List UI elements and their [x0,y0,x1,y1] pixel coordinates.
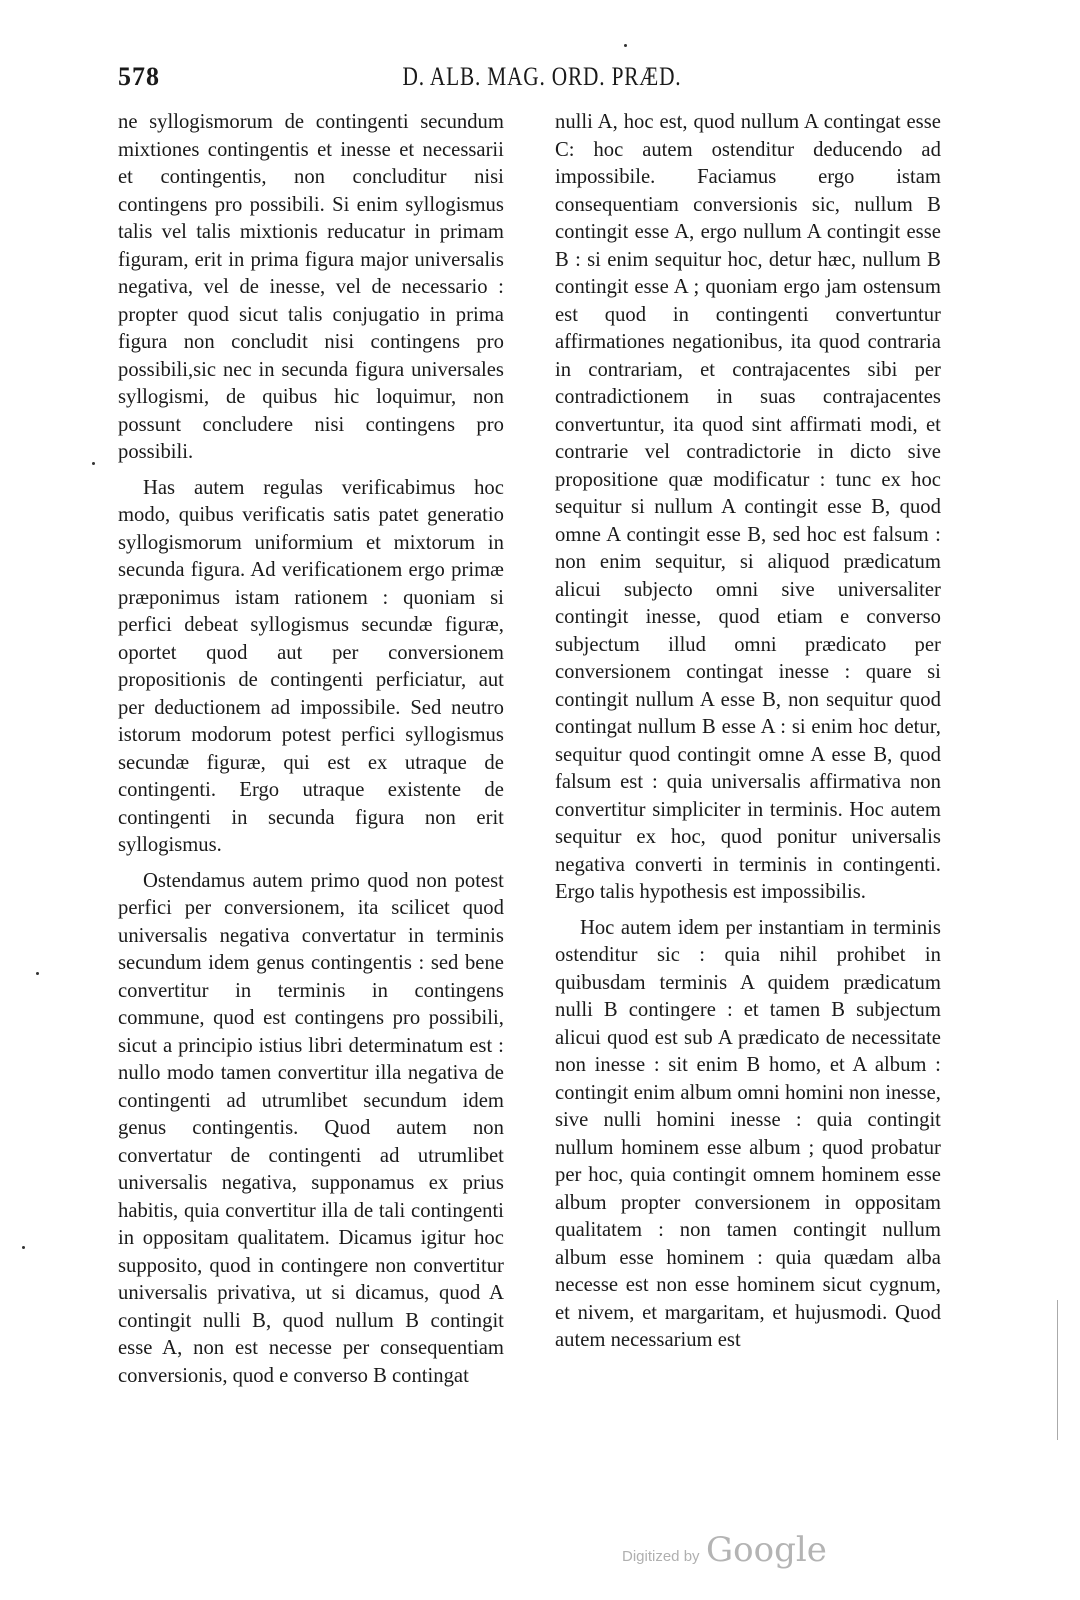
margin-mark [22,1246,25,1249]
margin-mark [624,44,627,47]
page-number: 578 [118,62,160,91]
paragraph: Ostendamus autem primo quod non potest perfici per conversionem, ita scilicet quod universalis negativa convertatur in terminis secundum idem genus contingentis : sed bene convertitur in terminis in contingens commune, quod est contingens pro possibili, sicut a principio istius libri determinatum est : nullo modo tamen convertitur illa negativa de contingenti ad utrumlibet secundum idem genus contingentis. Quod autem non convertatur de contingenti ad utrumlibet universalis negativa, supponamus ex prius habitis, quia convertitur illa de tali contingenti in oppositam qualitatem. Dicamus igitur hoc supposito, quod in contingere non convertitur universalis privativa, ut si dicamus, quod A contingit nulli B, quod nullum B contingit esse A, non est necesse per consequentiam conversionis, quod e converso B contingat [118,867,504,1387]
watermark-prefix: Digitized by [622,1548,700,1565]
margin-mark [92,462,95,465]
digitizer-watermark [622,1530,842,1574]
page-header [118,62,966,102]
paragraph: nulli A, hoc est, quod nullum A contingat esse C: hoc autem ostenditur deducendo ad impossibile. Faciamus ergo istam consequentiam conversionis sic, nullum B contingit esse A, ergo nullum A contingit esse B : si enim sequitur hoc, detur hæc, nullum B contingit esse A ; quoniam ergo jam ostensum est quod in contingenti convertuntur affirmationes negationibus, ita quod contraria in contrariam, et contrajacentes sibi per contradictionem in suas contrajacentes convertuntur, ita quod sint affirmati modi, et contrarie vel contradictorie in dicto sive propositione quæ modificatur : tunc ex hoc sequitur si nullum A contingit esse B, quod omne A contingit esse B, sed hoc est falsum : non enim sequitur, si aliquod prædicatum alicui subjecto omni sive universaliter contingit inesse, quod etiam e converso subjectum illud omni prædicato per conversionem contingat inesse : quare si contingit nullum A esse B, non sequitur quod contingat nullum B esse A : si enim hoc detur, sequitur quod contingit omne A esse B, quod falsum est : quia universalis affirmativa non convertitur simpliciter in terminis. Hoc autem sequitur ex hoc, quod ponitur universalis negativa converti in terminis in contingenti. Ergo talis hypothesis est impossibilis. [555,109,941,903]
margin-mark [36,972,39,975]
left-column [118,108,504,1397]
watermark-logo: Google [706,1530,827,1570]
page-edge [1057,1300,1058,1440]
right-column [555,108,941,1362]
paragraph: ne syllogismorum de contingenti secundum mixtiones contingentis et inesse et necessarii et contingentis, non concluditur nisi contingens pro possibili. Si enim syllogismus talis vel talis mixtionis reducatur in primam figuram, erit in prima figura major universalis negativa, vel de inesse, vel de necessario : propter quod sicut talis conjugatio in prima figura non concludit nisi contingens pro possibili,sic nec in secunda figura universales syllogismi, de quibus hic loquimur, non possunt concludere nisi contingens pro possibili. [118,109,504,463]
paragraph: Has autem regulas verificabimus hoc modo, quibus verificatis satis patet generatio syllogismorum uniformium et mixtorum in secunda figura. Ad verificationem ergo primæ præponimus istam rationem : quoniam si perfici debeat syllogismus secundæ figuræ, oportet quod aut per conversionem propositionis de contingenti perficiatur, aut per deductionem ad impossibile. Sed neutro istorum modorum potest perfici syllogismus secundæ figuræ, qui est ex utraque de contingenti. Ergo utraque existente de contingenti in secunda figura non erit syllogismus. [118,474,504,856]
paragraph: Hoc autem idem per instantiam in terminis ostenditur sic : quia nihil prohibet in quibusdam terminis A quidem prædicatum nulli B contingere : et tamen B subjectum alicui quod est sub A prædicato de necessitate non inesse : sit enim B homo, et A album : contingit enim album omni homini non inesse, sive nulli homini inesse : quia contingit nullum hominem esse album ; quod probatur per hoc, quia contingit omnem hominem esse album propter conversionem in oppositam qualitatem : non tamen contingit nullum album esse hominem : quia quædam alba necesse est non esse hominem sicut cygnum, et nivem, et margaritam, et hujusmodi. Quod autem necessarium est [555,914,941,1351]
running-head: D. ALB. MAG. ORD. PRÆD. [402,62,682,91]
